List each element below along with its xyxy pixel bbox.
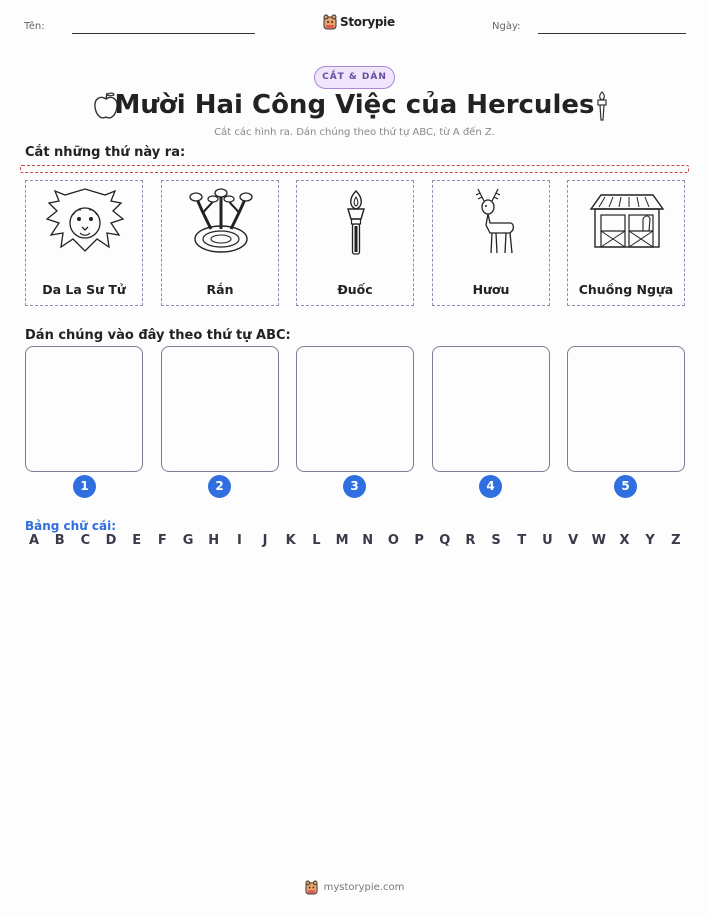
paste-box-3[interactable] <box>296 346 414 472</box>
alphabet-letter: X <box>619 533 630 548</box>
alphabet-letter: O <box>387 533 399 548</box>
alphabet-letter: B <box>54 533 65 548</box>
paste-box-1[interactable] <box>25 346 143 472</box>
alphabet-letter: L <box>312 533 321 548</box>
number-badge-3: 3 <box>343 475 366 498</box>
cut-label: Rắn <box>206 282 234 297</box>
date-label: Ngày: <box>492 21 521 32</box>
title-torch-icon <box>594 90 610 122</box>
number-badge-1: 1 <box>73 475 96 498</box>
deer-icon <box>452 187 532 257</box>
alphabet-letter: A <box>28 533 40 548</box>
cut-card-torch[interactable] <box>296 180 414 306</box>
cut-card-snakes[interactable] <box>161 180 279 306</box>
page-subtitle: Cắt các hình ra. Dán chúng theo thứ tự ABC, từ A đến Z. <box>214 127 495 138</box>
alphabet-letter: E <box>132 533 142 548</box>
alphabet-letter: P <box>414 533 424 548</box>
cut-label: Chuồng Ngựa <box>578 282 674 297</box>
lion-skin-icon <box>45 187 125 257</box>
paste-box-4[interactable] <box>432 346 550 472</box>
alphabet-letter: N <box>362 533 374 548</box>
page-title: Mười Hai Công Việc của Hercules <box>114 90 595 120</box>
alphabet-letter: Q <box>439 533 451 548</box>
storypie-mascot-icon <box>323 14 337 30</box>
brand-name: Storypie <box>340 15 395 29</box>
name-line[interactable] <box>72 33 255 34</box>
alphabet-letter: U <box>542 533 553 548</box>
footer <box>0 880 709 895</box>
paste-section-title: Dán chúng vào đây theo thứ tự ABC: <box>25 328 291 343</box>
cut-label: Da La Sư Tử <box>42 282 126 297</box>
cut-card-lion-skin[interactable] <box>25 180 143 306</box>
cut-card-stable[interactable] <box>567 180 685 306</box>
alphabet-title: Bảng chữ cái: <box>25 519 117 533</box>
alphabet-letter: M <box>335 533 349 548</box>
paste-box-2[interactable] <box>161 346 279 472</box>
footer-link[interactable]: mystorypie.com <box>323 882 405 893</box>
alphabet-letter: D <box>105 533 117 548</box>
number-badge-5: 5 <box>614 475 637 498</box>
alphabet-letter: F <box>157 533 167 548</box>
alphabet-letter: H <box>208 533 220 548</box>
alphabet-letter: I <box>236 533 242 548</box>
alphabet-letter: Y <box>645 533 655 548</box>
cut-card-deer[interactable] <box>432 180 550 306</box>
torch-icon <box>316 187 396 257</box>
alphabet-letter: G <box>182 533 194 548</box>
alphabet-letter: S <box>491 533 501 548</box>
alphabet-letter: C <box>80 533 91 548</box>
name-label: Tên: <box>24 21 45 32</box>
number-badge-2: 2 <box>208 475 231 498</box>
number-badge-4: 4 <box>479 475 502 498</box>
activity-badge: CẮT & DÁN <box>314 66 395 89</box>
stable-icon <box>587 187 667 257</box>
alphabet-letter: T <box>517 533 527 548</box>
paste-box-5[interactable] <box>567 346 685 472</box>
footer-mascot-icon <box>305 880 318 895</box>
date-line[interactable] <box>538 33 686 34</box>
storypie-logo <box>323 14 395 30</box>
alphabet-row <box>25 533 685 548</box>
alphabet-letter: W <box>591 533 606 548</box>
cut-label: Đuốc <box>337 282 373 297</box>
alphabet-letter: V <box>568 533 579 548</box>
alphabet-letter: K <box>285 533 296 548</box>
cut-guide-line <box>20 165 689 173</box>
cut-section-title: Cắt những thứ này ra: <box>25 145 186 160</box>
alphabet-letter: R <box>465 533 476 548</box>
alphabet-letter: Z <box>671 533 681 548</box>
snakes-icon <box>181 187 261 257</box>
alphabet-letter: J <box>262 533 268 548</box>
cut-label: Hươu <box>472 282 510 297</box>
